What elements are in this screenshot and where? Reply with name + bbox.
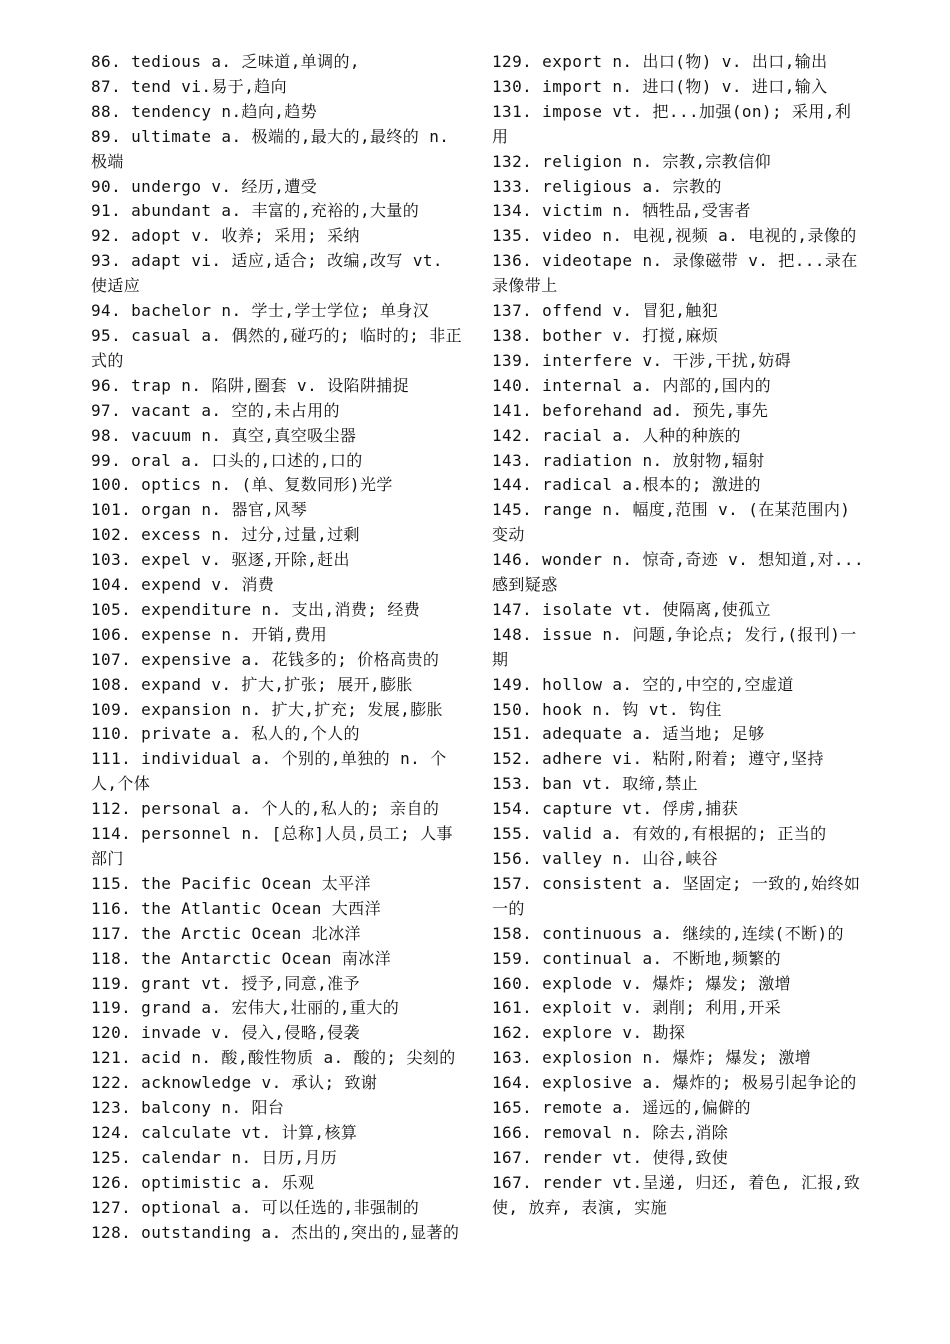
vocabulary-entry: 105. expenditure n. 支出,消费; 经费 (91, 599, 421, 619)
vocabulary-entry: 131. impose vt. 把...加强(on); 采用,利用 (492, 101, 852, 146)
vocabulary-entry: 155. valid a. 有效的,有根据的; 正当的 (492, 824, 827, 844)
vocabulary-entry: 165. remote a. 遥远的,偏僻的 (492, 1098, 751, 1118)
vocabulary-entry: 151. adequate a. 适当地; 足够 (492, 724, 765, 744)
vocabulary-entry: 140. internal a. 内部的,国内的 (492, 375, 771, 395)
vocabulary-entry: 115. the Pacific Ocean 太平洋 (91, 873, 371, 893)
vocabulary-entry: 91. abundant a. 丰富的,充裕的,大量的 (91, 201, 420, 221)
vocabulary-entry: 150. hook n. 钩 vt. 钩住 (492, 699, 722, 719)
vocabulary-entry: 111. individual a. 个别的,单独的 n. 个人,个体 (91, 749, 447, 794)
vocabulary-entry: 119. grant vt. 授予,同意,准予 (91, 973, 360, 993)
vocabulary-entry: 103. expel v. 驱逐,开除,赶出 (91, 550, 350, 570)
vocabulary-entry: 135. video n. 电视,视频 a. 电视的,录像的 (492, 226, 857, 246)
vocabulary-entry: 100. optics n. (单、复数同形)光学 (91, 475, 393, 495)
vocabulary-entry: 123. balcony n. 阳台 (91, 1098, 285, 1118)
vocabulary-entry: 166. removal n. 除去,消除 (492, 1122, 729, 1142)
vocabulary-entry: 108. expand v. 扩大,扩张; 展开,膨胀 (91, 674, 413, 694)
vocabulary-entry: 136. videotape n. 录像磁带 v. 把...录在录像带上 (492, 251, 858, 296)
vocabulary-entry: 88. tendency n.趋向,趋势 (91, 101, 318, 121)
vocabulary-entry: 167. render vt. 使得,致使 (492, 1147, 729, 1167)
vocabulary-entry: 120. invade v. 侵入,侵略,侵袭 (91, 1023, 360, 1043)
vocabulary-entry: 110. private a. 私人的,个人的 (91, 724, 360, 744)
vocabulary-entry: 124. calculate vt. 计算,核算 (91, 1122, 358, 1142)
vocabulary-entry: 158. continuous a. 继续的,连续(不断)的 (492, 923, 844, 943)
vocabulary-entry: 129. export n. 出口(物) v. 出口,输出 (492, 52, 828, 71)
vocabulary-entry: 157. consistent a. 坚固定; 一致的,始终如一的 (492, 873, 861, 918)
vocabulary-entry: 98. vacuum n. 真空,真空吸尘器 (91, 425, 357, 445)
vocabulary-entry: 128. outstanding a. 杰出的,突出的,显著的 (91, 1222, 460, 1242)
vocabulary-entry: 162. explore v. 勘探 (492, 1023, 686, 1043)
vocabulary-entry: 146. wonder n. 惊奇,奇迹 v. 想知道,对...感到疑惑 (492, 550, 864, 595)
vocabulary-entry: 152. adhere vi. 粘附,附着; 遵守,坚持 (492, 749, 824, 769)
vocabulary-entry: 132. religion n. 宗教,宗教信仰 (492, 151, 771, 171)
vocabulary-entry: 153. ban vt. 取缔,禁止 (492, 774, 699, 794)
vocabulary-entry: 163. explosion n. 爆炸; 爆发; 激增 (492, 1048, 812, 1068)
vocabulary-entry: 87. tend vi.易于,趋向 (91, 76, 288, 96)
vocabulary-entry: 104. expend v. 消费 (91, 575, 275, 595)
vocabulary-entry: 161. exploit v. 剥削; 利用,开采 (492, 998, 782, 1018)
vocabulary-entry: 93. adapt vi. 适应,适合; 改编,改写 vt. 使适应 (91, 251, 443, 296)
vocabulary-entry: 109. expansion n. 扩大,扩充; 发展,膨胀 (91, 699, 443, 719)
vocabulary-entry: 99. oral a. 口头的,口述的,口的 (91, 450, 363, 470)
vocabulary-entry: 117. the Arctic Ocean 北冰洋 (91, 923, 361, 943)
vocabulary-entry: 95. casual a. 偶然的,碰巧的; 临时的; 非正式的 (91, 325, 463, 370)
vocabulary-entry: 119. grand a. 宏伟大,壮丽的,重大的 (91, 998, 400, 1018)
vocabulary-entry: 101. organ n. 器官,风琴 (91, 500, 308, 520)
vocabulary-entry: 156. valley n. 山谷,峡谷 (492, 849, 719, 868)
vocabulary-entry: 139. interfere v. 干涉,干扰,妨碍 (492, 350, 792, 370)
vocabulary-entry: 107. expensive a. 花钱多的; 价格高贵的 (91, 649, 440, 669)
vocabulary-entry: 89. ultimate a. 极端的,最大的,最终的 n. 极端 (91, 126, 450, 171)
vocabulary-entry: 118. the Antarctic Ocean 南冰洋 (91, 948, 392, 968)
vocabulary-entry: 148. issue n. 问题,争论点; 发行,(报刊)一期 (492, 624, 857, 669)
vocabulary-entry: 145. range n. 幅度,范围 v. (在某范围内)变动 (492, 500, 851, 545)
vocabulary-entry: 121. acid n. 酸,酸性物质 a. 酸的; 尖刻的 (91, 1048, 456, 1068)
vocabulary-entry: 116. the Atlantic Ocean 大西洋 (91, 898, 381, 918)
vocabulary-entry: 167. render vt.呈递, 归还, 着色, 汇报,致使, 放弃, 表演, 实施 (492, 1172, 861, 1217)
vocabulary-entry: 138. bother v. 打搅,麻烦 (492, 325, 719, 345)
vocabulary-entry: 160. explode v. 爆炸; 爆发; 激增 (492, 973, 792, 993)
vocabulary-entry: 147. isolate vt. 使隔离,使孤立 (492, 599, 771, 619)
vocabulary-entry: 149. hollow a. 空的,中空的,空虚道 (492, 674, 794, 694)
vocabulary-entry: 142. racial a. 人种的种族的 (492, 425, 741, 445)
vocabulary-column-right (492, 50, 864, 1221)
vocabulary-entry: 94. bachelor n. 学士,学士学位; 单身汉 (91, 301, 430, 321)
vocabulary-entry: 154. capture vt. 俘虏,捕获 (492, 799, 739, 819)
vocabulary-entry: 122. acknowledge v. 承认; 致谢 (91, 1073, 378, 1093)
vocabulary-entry: 86. tedious a. 乏味道,单调的, (91, 52, 360, 71)
vocabulary-entry: 106. expense n. 开销,费用 (91, 624, 328, 644)
vocabulary-entry: 114. personnel n. [总称]人员,员工; 人事部门 (91, 824, 453, 868)
vocabulary-entry: 96. trap n. 陷阱,圈套 v. 设陷阱捕捉 (91, 375, 410, 395)
vocabulary-entry: 127. optional a. 可以任选的,非强制的 (91, 1197, 420, 1217)
vocabulary-column-left (91, 50, 463, 1246)
vocabulary-entry: 143. radiation n. 放射物,辐射 (492, 450, 765, 470)
vocabulary-entry: 130. import n. 进口(物) v. 进口,输入 (492, 76, 828, 96)
vocabulary-entry: 125. calendar n. 日历,月历 (91, 1147, 338, 1167)
vocabulary-entry: 164. explosive a. 爆炸的; 极易引起争论的 (492, 1073, 857, 1093)
vocabulary-entry: 159. continual a. 不断地,频繁的 (492, 948, 782, 968)
vocabulary-entry: 141. beforehand ad. 预先,事先 (492, 400, 769, 420)
vocabulary-entry: 112. personal a. 个人的,私人的; 亲自的 (91, 799, 440, 819)
vocabulary-entry: 102. excess n. 过分,过量,过剩 (91, 525, 360, 545)
vocabulary-entry: 144. radical a.根本的; 激进的 (492, 475, 761, 495)
vocabulary-entry: 126. optimistic a. 乐观 (91, 1172, 315, 1192)
vocabulary-entry: 92. adopt v. 收养; 采用; 采纳 (91, 226, 360, 246)
vocabulary-entry: 133. religious a. 宗教的 (492, 176, 722, 196)
vocabulary-entry: 137. offend v. 冒犯,触犯 (492, 301, 719, 321)
vocabulary-entry: 97. vacant a. 空的,未占用的 (91, 400, 340, 420)
vocabulary-entry: 134. victim n. 牺牲品,受害者 (492, 201, 751, 221)
vocabulary-entry: 90. undergo v. 经历,遭受 (91, 176, 318, 196)
